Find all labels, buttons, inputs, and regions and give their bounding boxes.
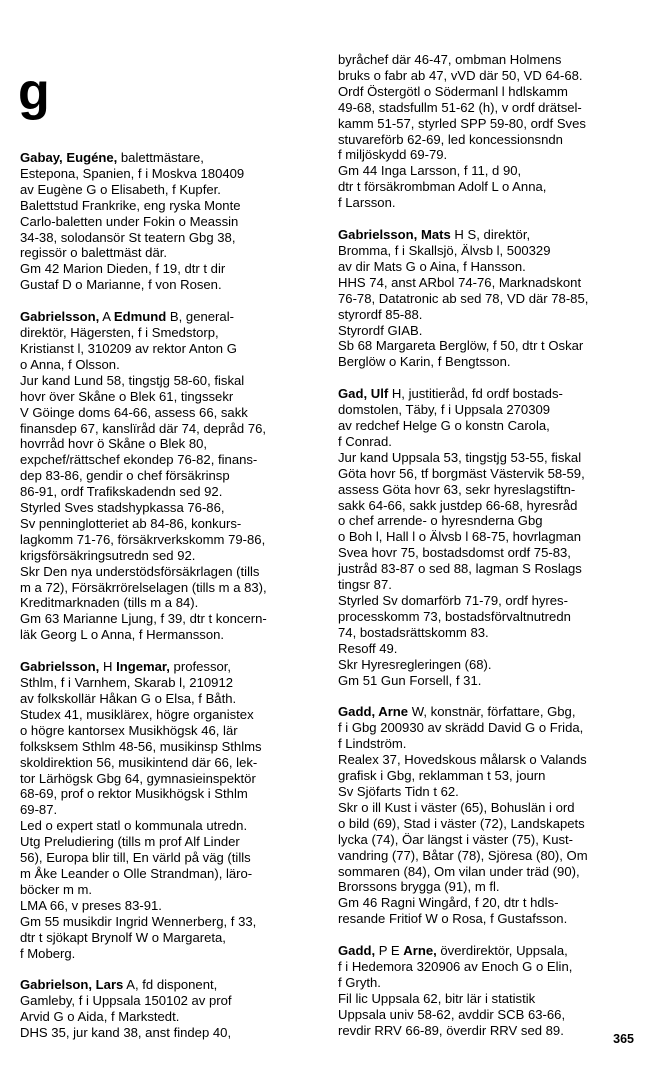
biography-entry [338, 52, 656, 211]
entry-line: regissör o balettmäst där. [20, 245, 168, 261]
entry-line: Ordf Östergötl o Södermanl l hdlskamm [338, 83, 568, 99]
entry-line: Arvid G o Aida, f Markstedt. [20, 1009, 180, 1025]
entry-line: 34-38, solodansör St teatern Gbg 38, [20, 229, 236, 245]
entry-line: lagkomm 71-76, försäkrverkskomm 79-86, [20, 531, 266, 547]
entry-heading [20, 659, 338, 675]
entry-name: Gad, Ulf [338, 386, 389, 402]
entry-line: Gm 55 musikdir Ingrid Wennerberg, f 33, [20, 913, 257, 929]
entry-line: Kristianst l, 310209 av rektor Anton G [20, 340, 237, 356]
entry-line: Led o expert statl o kommunala utredn. [20, 818, 248, 834]
entry-title: B, general- [166, 309, 234, 325]
entry-line: f Lindström. [338, 736, 407, 752]
biography-entry [20, 659, 338, 961]
entry-line: Estepona, Spanien, f i Moskva 180409 [20, 165, 245, 181]
entry-line: stuvareförb 62-69, led koncessionsndn [338, 131, 563, 147]
biography-entry [20, 150, 338, 293]
entry-line: Skr Den nya understödsförsäkrlagen (tills [20, 563, 260, 579]
entry-line: grafisk i Gbg, reklamman t 53, journ [338, 768, 546, 784]
entry-line: Gm 51 Gun Forsell, f 31. [338, 672, 482, 688]
entry-line: 49-68, stadsfullm 51-62 (h), v ordf drätsel- [338, 99, 582, 115]
biography-entry [338, 227, 656, 370]
page-number: 365 [613, 1032, 634, 1046]
entry-line: f i Gbg 200930 av skrädd David G o Frida, [338, 720, 584, 736]
entry-line: processkomm 73, bostadsförvaltnutredn [338, 608, 571, 624]
entry-heading [338, 386, 656, 402]
entry-line: dtr t sjökapt Brynolf W o Margareta, [20, 929, 226, 945]
entry-line: Gm 46 Ragni Wingård, f 20, dtr t hdls- [338, 895, 559, 911]
entry-line: f Conrad. [338, 433, 392, 449]
entry-line: krigsförsäkringsutredn sed 92. [20, 547, 196, 563]
entry-line: f miljöskydd 69-79. [338, 147, 448, 163]
entry-title: A, fd disponent, [123, 977, 218, 993]
entry-line: hovr över Skåne o Blek 61, tingssekr [20, 388, 234, 404]
entry-line: Realex 37, Hovedskous målarsk o Valands [338, 752, 587, 768]
entry-initials: H [99, 659, 117, 675]
entry-line: sakk 64-66, sakk justdep 66-68, hyresråd [338, 497, 578, 513]
entry-line: Resoff 49. [338, 640, 398, 656]
entry-line: folksksem Sthlm 48-56, musikinsp Sthlms [20, 738, 262, 754]
entry-line: f Larsson. [338, 195, 396, 211]
entry-line: 76-78, Datatronic ab sed 78, VD där 78-85, [338, 290, 589, 306]
entry-line: f Moberg. [20, 945, 76, 961]
entry-line: byråchef där 46-47, ombman Holmens [338, 52, 562, 67]
entry-line: Berglöw o Karin, f Bengtsson. [338, 354, 511, 370]
biography-entry [338, 386, 656, 688]
entry-line: Balettstud Frankrike, eng ryska Monte [20, 197, 241, 213]
entry-title: H, justitieråd, fd ordf bostads- [388, 386, 563, 402]
entry-line: Styrled Sves stadshypkassa 76-86, [20, 500, 225, 516]
entry-line: 68-69, prof o rektor Musikhögsk i Sthlm [20, 786, 248, 802]
entry-title: balettmästare, [117, 150, 204, 165]
entry-given-name: Edmund [113, 309, 167, 325]
entry-line: o bild (69), Stad i väster (72), Landskapets [338, 815, 585, 831]
entry-name: Gabay, Eugéne, [20, 150, 118, 165]
entry-line: 86-91, ordf Trafikskadendn sed 92. [20, 484, 223, 500]
entry-line: lycka (74), Öar längst i väster (75), Kust- [338, 831, 574, 847]
entry-heading [338, 704, 656, 720]
entry-line: av dir Mats G o Aina, f Hansson. [338, 258, 526, 274]
entry-line: bruks o fabr ab 47, vVD där 50, VD 64-68. [338, 67, 583, 83]
entry-name: Gabrielsson, [20, 309, 100, 325]
entry-line: 56), Europa blir till, En värld på väg (tills [20, 850, 251, 866]
entry-line: Sb 68 Margareta Berglöw, f 50, dtr t Oskar [338, 338, 584, 354]
entry-line: m Åke Leander o Olle Strandman), läro- [20, 865, 253, 881]
entry-line: 74, bostadsrättskomm 83. [338, 624, 489, 640]
entry-line: Skr o ill Kust i väster (65), Bohuslän i ord [338, 799, 575, 815]
entry-line: Kreditmarknaden (tills m a 84). [20, 595, 199, 611]
entry-line: vandring (77), Båtar (78), Sjöresa (80), Om [338, 847, 588, 863]
entry-line: tingsr 87. [338, 577, 392, 593]
entry-line: LMA 66, v preses 83-91. [20, 897, 162, 913]
entry-title: överdirektör, Uppsala, [436, 943, 568, 959]
entry-line: f Gryth. [338, 974, 381, 990]
entry-initials: P E [375, 943, 404, 959]
entry-title: professor, [169, 659, 232, 675]
entry-line: f i Hedemora 320906 av Enoch G o Elin, [338, 959, 573, 975]
entry-line: Sthlm, f i Varnhem, Skarab l, 210912 [20, 675, 234, 691]
entry-name: Gabrielson, Lars [20, 977, 124, 993]
entry-line: kamm 51-57, styrled SPP 59-80, ordf Sves [338, 115, 586, 131]
entry-line: o Boh l, Hall l o Älvsb l 68-75, hovrlagman [338, 529, 582, 545]
entry-line: Brorssons brygga (91), m fl. [338, 879, 500, 895]
entry-line: HHS 74, anst ARbol 74-76, Marknadskont [338, 274, 582, 290]
entry-line: Styrled Sv domarförb 71-79, ordf hyres- [338, 593, 568, 608]
entry-line: direktör, Hägersten, f i Smedstorp, [20, 325, 219, 341]
entry-line: Gm 63 Marianne Ljung, f 39, dtr t koncern- [20, 611, 267, 627]
entry-line: sommaren (84), Om vilan under träd (90), [338, 863, 580, 879]
entry-line: skoldirektion 56, musikintend där 66, lek- [20, 754, 258, 770]
entry-line: Utg Preludiering (tills m prof Alf Linder [20, 834, 240, 850]
entry-line: finansdep 67, kanslïråd där 74, depråd 76, [20, 420, 267, 436]
entry-initials: A [99, 309, 114, 325]
entry-line: av Eugène G o Elisabeth, f Kupfer. [20, 181, 221, 197]
biography-entry [20, 977, 338, 1041]
biography-entry [338, 943, 656, 1038]
entry-line: Fil lic Uppsala 62, bitr lär i statistik [338, 990, 536, 1006]
entry-line: av folkskollär Håkan G o Elsa, f Båth. [20, 691, 237, 706]
entry-line: revdir RRV 66-89, överdir RRV sed 89. [338, 1022, 564, 1038]
entry-line: domstolen, Täby, f i Uppsala 270309 [338, 402, 551, 418]
entry-heading [20, 977, 338, 993]
entry-line: läk Georg L o Anna, f Hermansson. [20, 627, 225, 643]
entry-line: resande Fritiof W o Rosa, f Gustafsson. [338, 911, 568, 927]
entry-line: hovrråd hovr ö Skåne o Blek 80, [20, 436, 208, 452]
entry-given-name: Arne, [403, 943, 437, 959]
entry-line: o chef arrende- o hyresnderna Gbg [338, 513, 543, 529]
entry-name: Gadd, [338, 943, 376, 959]
entry-line: DHS 35, jur kand 38, anst findep 40, [20, 1025, 232, 1041]
entry-line: 69-87. [20, 802, 58, 818]
entry-line: dtr t försäkrombman Adolf L o Anna, [338, 179, 547, 195]
entry-line: Sv penninglotteriet ab 84-86, konkurs- [20, 515, 242, 531]
entry-line: o Anna, f Olsson. [20, 356, 120, 372]
entry-line: expchef/rättschef ekondep 76-82, finans- [20, 452, 258, 468]
entry-line: m a 72), Försäkrrörelselagen (tills m a 83), [20, 579, 267, 595]
entry-line: Gustaf D o Marianne, f von Rosen. [20, 277, 222, 293]
entry-title: H S, direktör, [450, 227, 531, 243]
entry-line: av redchef Helge G o konstn Carola, [338, 418, 550, 434]
biography-entry [338, 704, 656, 927]
entry-heading [20, 309, 338, 325]
entry-line: Svea hovr 75, bostadsdomst ordf 75-83, [338, 545, 571, 561]
entry-name: Gabrielsson, Mats [338, 227, 451, 243]
entry-line: Jur kand Lund 58, tingstjg 58-60, fiskal [20, 372, 245, 388]
entry-name: Gadd, Arne [338, 704, 409, 720]
entry-line: Sv Sjöfarts Tidn t 62. [338, 783, 459, 799]
entry-line: Uppsala univ 58-62, avddir SCB 63-66, [338, 1006, 566, 1022]
section-letter: g [18, 63, 50, 121]
entry-line: o högre kantorsex Musikhögsk 46, lär [20, 722, 238, 738]
entry-line: V Göinge doms 64-66, assess 66, sakk [20, 404, 248, 420]
entry-line: tor Lärhögsk Gbg 64, gymnasieinspektör [20, 770, 256, 786]
entry-line: Styrordf GIAB. [338, 322, 423, 338]
entry-line: Skr Hyresregleringen (68). [338, 656, 492, 672]
entry-heading [20, 150, 338, 166]
entry-heading [338, 943, 656, 959]
column-left [20, 150, 338, 1057]
entry-line: assess Göta hovr 63, sekr hyreslagstiftn- [338, 481, 576, 497]
entry-line: böcker m m. [20, 881, 93, 897]
entry-title: W, konstnär, författare, Gbg, [408, 704, 576, 720]
biography-entry [20, 309, 338, 643]
entry-line: Carlo-baletten under Fokin o Meassin [20, 213, 239, 229]
column-right [338, 52, 656, 1055]
entry-line: styrordf 85-88. [338, 306, 423, 322]
entry-line: Gm 44 Inga Larsson, f 11, d 90, [338, 163, 522, 179]
entry-name: Gabrielsson, [20, 659, 100, 675]
entry-given-name: Ingemar, [116, 659, 170, 675]
entry-line: Studex 41, musiklärex, högre organistex [20, 706, 254, 722]
entry-line: justråd 83-87 o sed 88, lagman S Roslags [338, 561, 582, 577]
entry-line: Bromma, f i Skallsjö, Älvsb l, 500329 [338, 242, 551, 258]
entry-line: Gm 42 Marion Dieden, f 19, dtr t dir [20, 261, 226, 277]
entry-line: Jur kand Uppsala 53, tingstjg 53-55, fiskal [338, 449, 582, 465]
entry-line: Gamleby, f i Uppsala 150102 av prof [20, 993, 232, 1009]
entry-line: dep 83-86, gendir o chef försäkrinsp [20, 468, 230, 484]
entry-heading [338, 227, 656, 243]
entry-line: Göta hovr 56, tf borgmäst Västervik 58-59, [338, 465, 585, 481]
